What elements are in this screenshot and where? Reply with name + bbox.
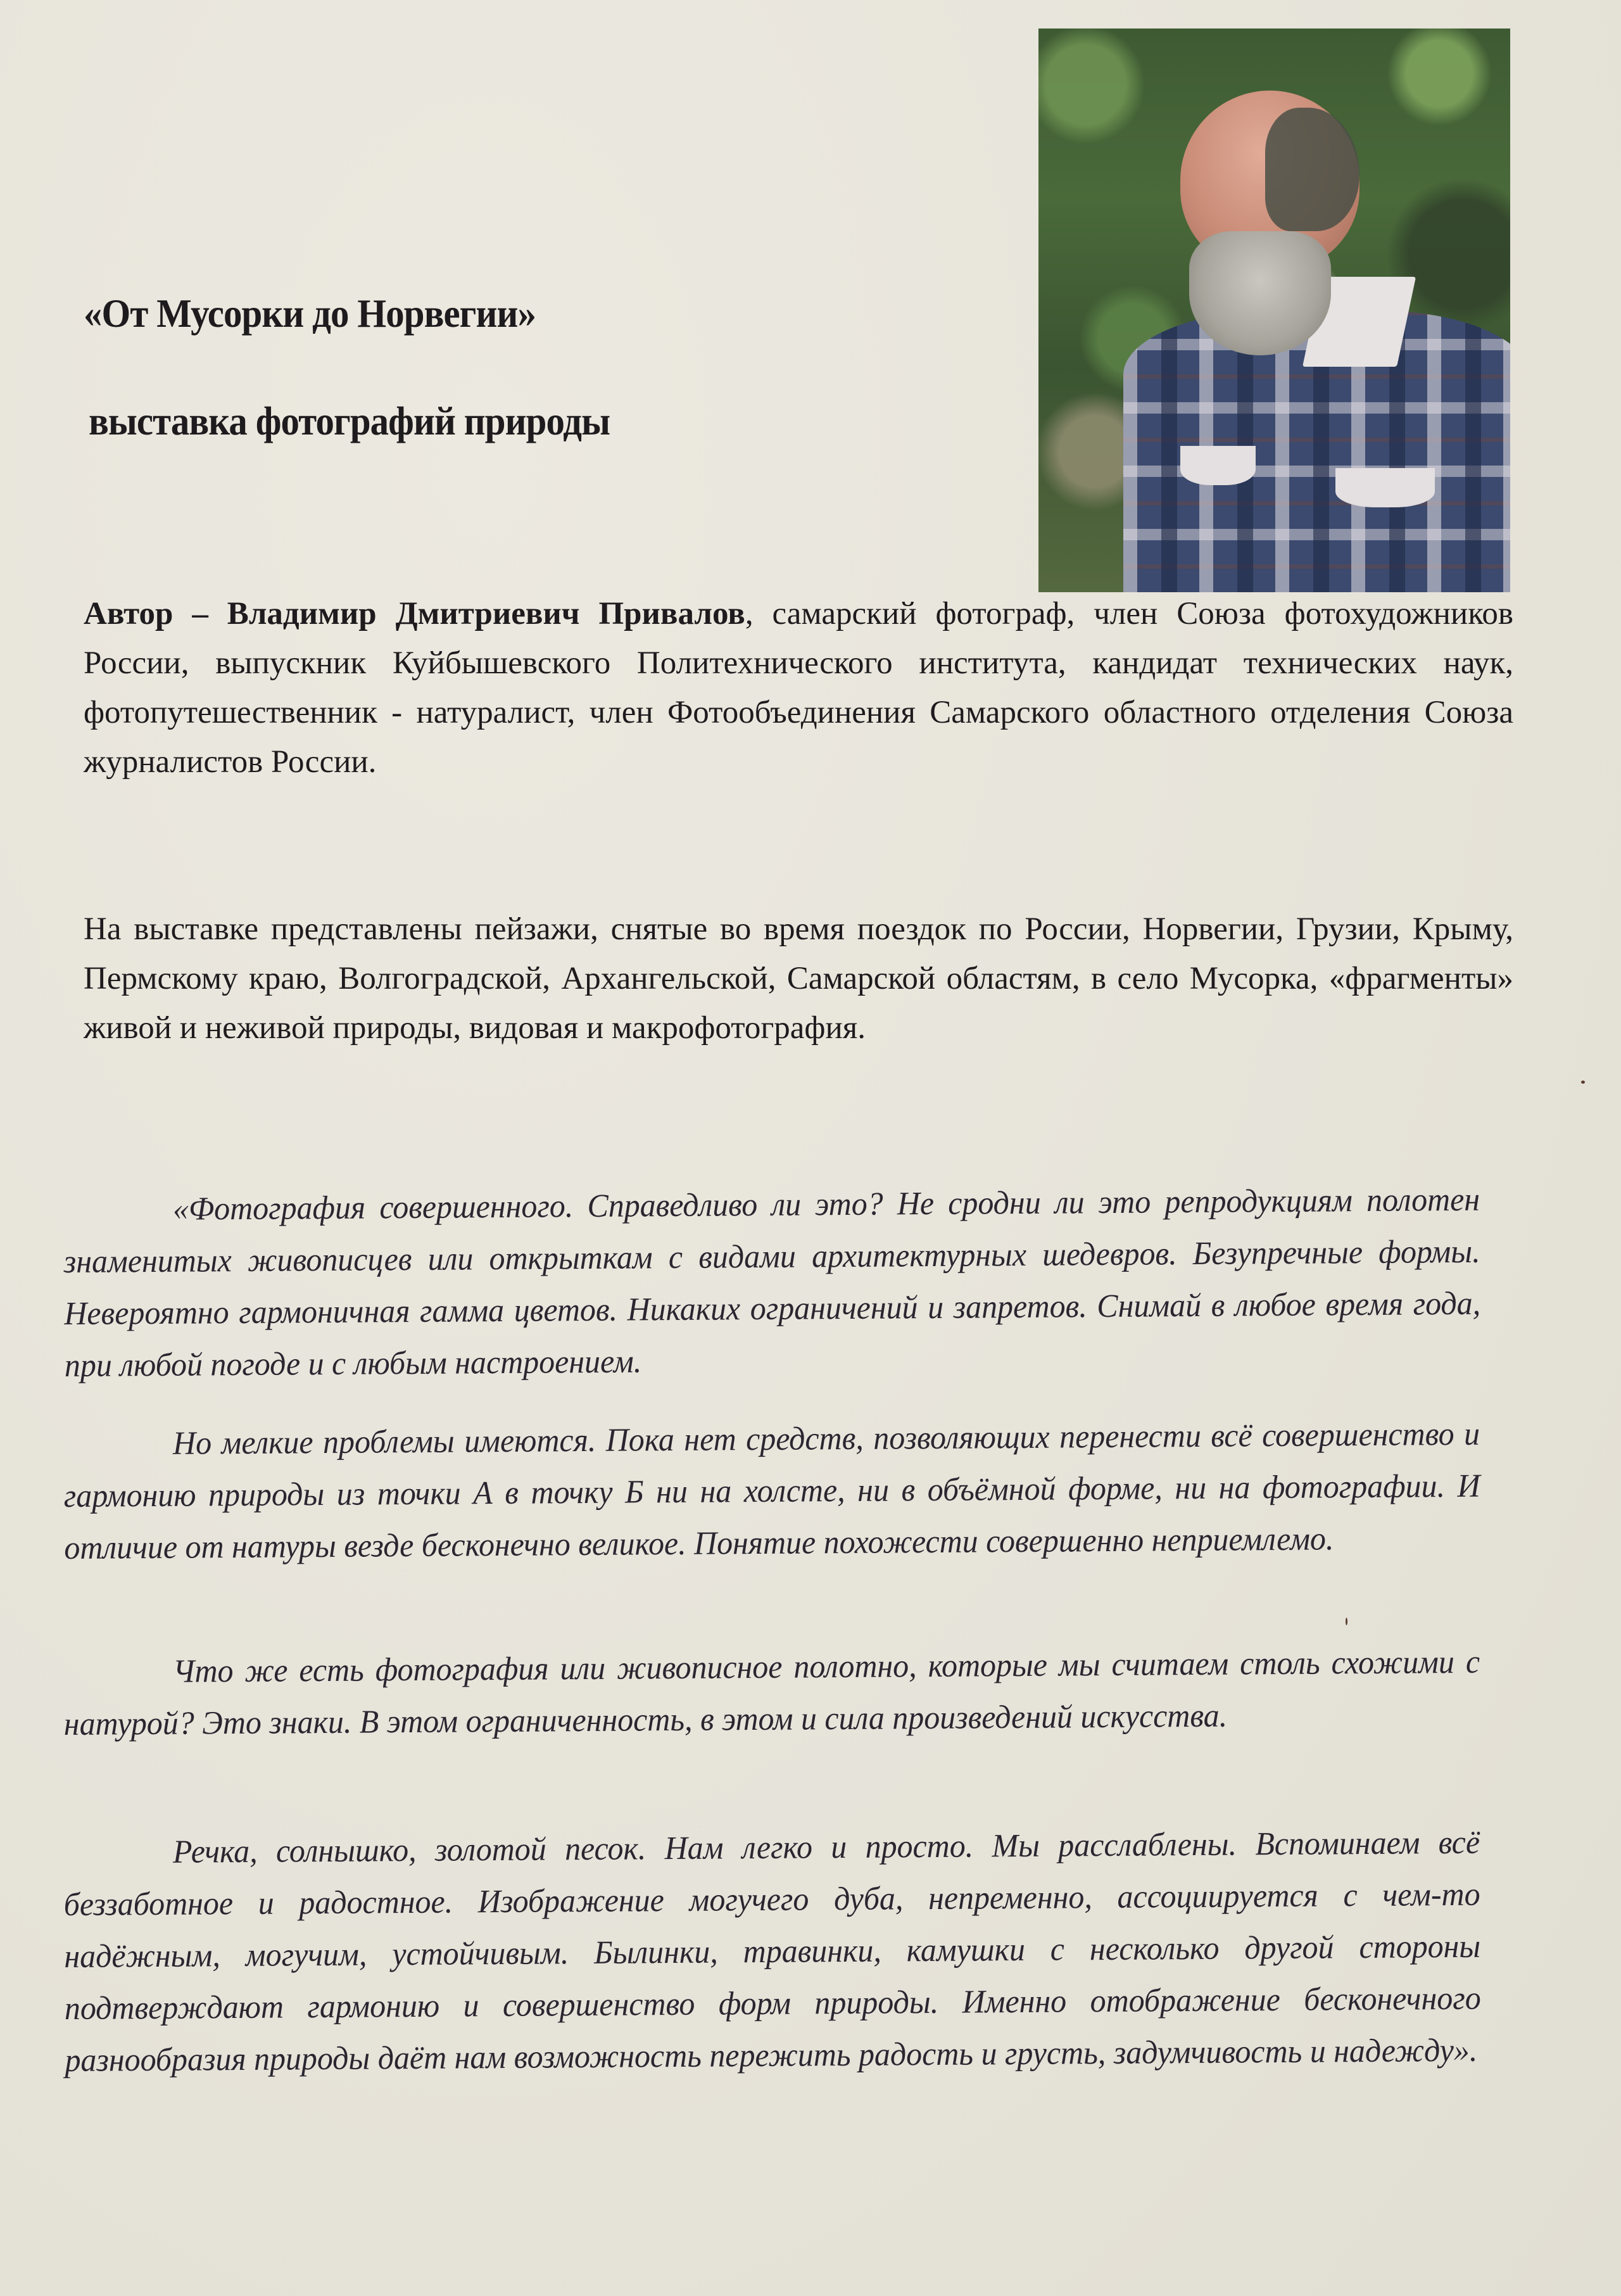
quote-paragraph: Но мелкие проблемы имеются. Пока нет средств, позволяющих перенести всё совершенство и гармонию природы из точки А в точку Б ни на холсте, ни в объёмной форме, ни на фотографии. И отличие от натуры везде бесконечно великое. Понятие похожести совершенно неприемлемо. <box>63 1416 1480 1566</box>
paper-speck <box>1581 1081 1585 1084</box>
quote-paragraph: «Фотография совершенного. Справедливо ли это? Не сродни ли это репродукциям полотен знаменитых живописцев или открыткам с видами архитектурных шедевров. Безупречные формы. Невероятно гармоничная гамма цветов. Никаких ограничений и запретов. Снимай в любое время года, при любой погоде и с любым настроением. <box>63 1181 1481 1384</box>
author-quote-block-2 <box>63 1409 1480 1575</box>
exhibition-title: «От Мусорки до Норвегии» <box>84 291 536 336</box>
quote-paragraph: Что же есть фотография или живописное полотно, которые мы считаем столь схожими с натурой? Это знаки. В этом ограниченность, в этом и сила произведений искусства. <box>63 1644 1480 1742</box>
exhibit-description: На выставке представлены пейзажи, снятые во время поездок по России, Норвегии, Грузии, Крыму, Пермскому краю, Волгоградской, Архангельской, Самарской областям, в село Мусорка, «фрагменты» живой и неживой природы, видовая и макрофотография. <box>84 911 1513 1046</box>
exhibition-subtitle: выставка фотографий природы <box>89 398 610 443</box>
paper-speck <box>1346 1618 1347 1625</box>
quote-paragraph: Речка, солнышко, золотой песок. Нам легко и просто. Мы расслаблены. Вспоминаем всё беззаботное и радостное. Изображение могучего дуба, непременно, ассоциируется с чем-то надёжным, могучим, устойчивым. Былинки, травинки, камушки с несколько другой стороны подтверждают гармонию и совершенство форм природы. Именно отображение бесконечного разнообразия природы даёт нам возможность пережить радость и грусть, задумчивость и надежду». <box>63 1824 1481 2079</box>
shirt-pocket-right <box>1335 468 1434 507</box>
shirt-pocket-left <box>1180 446 1256 485</box>
portrait-beard <box>1189 231 1331 355</box>
author-portrait-photo <box>1038 29 1510 592</box>
author-quote-block-4 <box>63 1817 1481 2087</box>
author-name: Автор – Владимир Дмитриевич Привалов <box>84 596 745 631</box>
author-quote-block-1 <box>63 1174 1481 1392</box>
author-bio: , самарский фотограф, член Союза фотохудожников России, выпускник Куйбышевского Политехнического института, кандидат технических наук, фотопутешественник - натуралист, член Фотообъединения Самарского областного отделения Союза журналистов России. <box>84 596 1513 780</box>
author-quote-block-3 <box>63 1637 1480 1751</box>
author-paragraph <box>84 589 1513 787</box>
